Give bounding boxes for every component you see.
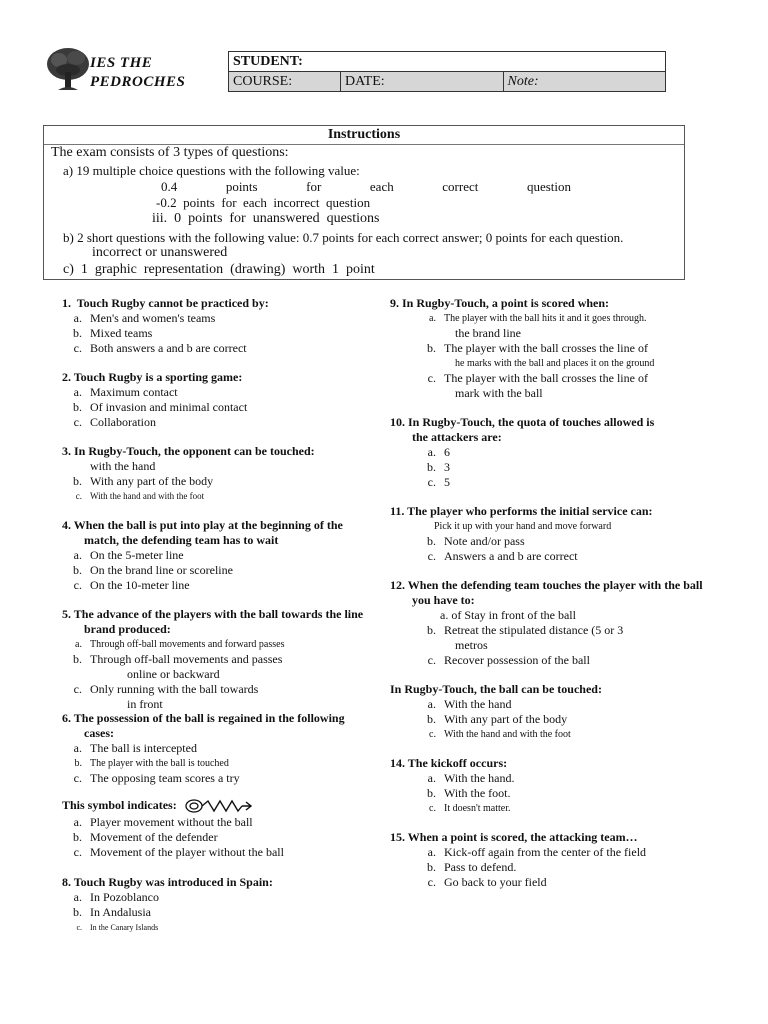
option-text: a. of Stay in front of the ball xyxy=(440,608,576,622)
answer-option[interactable] xyxy=(62,415,348,430)
option-text: On the 10-meter line xyxy=(90,578,190,592)
option-text: Through off-ball movements and passes xyxy=(90,652,283,666)
option-letter: a. xyxy=(427,445,436,459)
answer-option[interactable] xyxy=(62,489,362,504)
option-letter: c. xyxy=(73,682,82,696)
answer-option[interactable] xyxy=(390,727,760,742)
answer-option[interactable] xyxy=(390,712,760,727)
answer-option[interactable] xyxy=(390,801,760,816)
option-text: With any part of the body xyxy=(444,712,568,726)
option-text: The player with the ball is touched xyxy=(90,758,229,769)
answer-option[interactable] xyxy=(62,771,442,786)
option-text-cont: the brand line xyxy=(455,326,521,340)
option-letter: a. xyxy=(73,385,82,399)
answer-option[interactable] xyxy=(62,459,362,474)
answer-option[interactable] xyxy=(390,519,760,534)
option-letter: b. xyxy=(73,905,82,919)
option-letter: b. xyxy=(427,534,436,548)
student-label: STUDENT: xyxy=(233,53,303,69)
option-text: The player with the ball crosses the line of xyxy=(444,341,648,355)
option-letter: b. xyxy=(427,623,436,637)
option-letter: c. xyxy=(427,549,436,563)
question-title: 8. Touch Rugby was introduced in Spain: xyxy=(62,875,273,889)
option-letter: c. xyxy=(427,875,436,889)
option-text: The opposing team scores a try xyxy=(90,771,240,785)
instructions-box xyxy=(43,125,685,280)
question-14 xyxy=(390,756,760,816)
word: correct xyxy=(442,179,479,194)
option-text: The ball is intercepted xyxy=(90,741,197,755)
option-text: Mixed teams xyxy=(90,326,153,340)
option-text: Go back to your field xyxy=(444,875,547,889)
note-label: Note: xyxy=(507,73,539,89)
option-text: On the 5-meter line xyxy=(90,548,184,562)
school-logo-tree-icon xyxy=(44,44,92,92)
question-title-cont: match, the defending team has to wait xyxy=(84,533,279,547)
question-title: 9. In Rugby-Touch, a point is scored when: xyxy=(390,296,610,310)
answer-option[interactable] xyxy=(62,682,442,697)
answer-option[interactable] xyxy=(62,311,348,326)
date-label: DATE: xyxy=(345,73,385,89)
answer-option[interactable] xyxy=(62,563,442,578)
spiral-movement-arrow-icon xyxy=(184,797,256,815)
option-letter: c. xyxy=(76,923,82,932)
option-letter: b. xyxy=(73,830,82,844)
option-letter: a. xyxy=(73,311,82,325)
question-13 xyxy=(390,682,760,742)
option-text: With the hand and with the foot xyxy=(444,729,571,740)
option-letter: a. xyxy=(429,313,436,324)
answer-option[interactable] xyxy=(62,741,442,756)
question-5 xyxy=(62,607,442,712)
student-info-table xyxy=(228,51,666,92)
question-title: 11. The player who performs the initial service can: xyxy=(390,504,653,518)
option-text: With any part of the body xyxy=(90,474,214,488)
option-letter: b. xyxy=(427,786,436,800)
option-letter: a. xyxy=(73,741,82,755)
answer-option[interactable] xyxy=(390,623,760,638)
answer-option[interactable] xyxy=(390,475,750,490)
answer-option[interactable] xyxy=(62,905,362,920)
option-text: In Andalusia xyxy=(90,905,151,919)
course-label: COURSE: xyxy=(233,73,293,89)
question-title: 10. In Rugby-Touch, the quota of touches allowed is xyxy=(390,415,655,429)
option-text-cont: mark with the ball xyxy=(455,386,543,400)
answer-option[interactable] xyxy=(62,385,348,400)
instructions-item-c: c) 1 graphic representation (drawing) worth 1 point xyxy=(63,262,375,277)
option-letter: c. xyxy=(73,415,82,429)
question-title: 14. The kickoff occurs: xyxy=(390,756,508,770)
instructions-item-a-iii: iii. 0 points for unanswered questions xyxy=(152,211,380,226)
instructions-intro: The exam consists of 3 types of questions: xyxy=(51,145,289,160)
option-text: Answers a and b are correct xyxy=(444,549,578,563)
option-letter: b. xyxy=(74,758,82,769)
option-text: The player with the ball crosses the line of xyxy=(444,371,648,385)
answer-option[interactable] xyxy=(390,460,750,475)
question-title-text: This symbol indicates: xyxy=(62,797,177,812)
option-text: Maximum contact xyxy=(90,385,178,399)
answer-option[interactable] xyxy=(62,815,442,830)
question-7 xyxy=(62,797,442,860)
option-text: Only running with the ball towards xyxy=(90,682,259,696)
option-text: with the hand xyxy=(90,459,156,473)
option-letter: c. xyxy=(427,371,436,385)
option-text-cont: metros xyxy=(455,638,488,652)
option-letter: c. xyxy=(429,803,436,814)
option-letter: b. xyxy=(73,652,82,666)
instructions-item-a-i xyxy=(161,179,571,195)
option-text: It doesn't matter. xyxy=(444,803,511,814)
option-text: With the hand and with the foot xyxy=(90,491,205,501)
note-field[interactable] xyxy=(503,72,666,92)
option-text: On the brand line or scoreline xyxy=(90,563,233,577)
course-field[interactable] xyxy=(229,72,341,92)
answer-option[interactable] xyxy=(390,786,760,801)
answer-option[interactable] xyxy=(62,637,442,652)
school-name xyxy=(90,54,185,92)
question-title xyxy=(62,797,442,815)
option-text: Movement of the defender xyxy=(90,830,218,844)
option-letter: c. xyxy=(427,475,436,489)
option-text: 3 xyxy=(444,460,450,474)
school-name-line1: IES THE xyxy=(90,55,153,71)
option-letter: a. xyxy=(427,771,436,785)
option-text: With the hand xyxy=(444,697,512,711)
option-text: Movement of the player without the ball xyxy=(90,845,284,859)
question-title-cont: you have to: xyxy=(412,593,475,607)
answer-option[interactable] xyxy=(390,445,750,460)
option-letter: a. xyxy=(75,639,82,650)
option-text: Of invasion and minimal contact xyxy=(90,400,248,414)
option-letter: b. xyxy=(427,460,436,474)
word: for xyxy=(306,179,322,194)
answer-option[interactable] xyxy=(62,548,442,563)
answer-option[interactable] xyxy=(390,341,766,356)
option-text: Player movement without the ball xyxy=(90,815,253,829)
option-text: Retreat the stipulated distance (5 or 3 xyxy=(444,623,624,637)
answer-option[interactable] xyxy=(62,400,348,415)
option-letter: c. xyxy=(75,491,82,501)
answer-option[interactable] xyxy=(390,534,760,549)
student-field[interactable] xyxy=(229,52,666,72)
option-letter: a. xyxy=(427,697,436,711)
option-text: 6 xyxy=(444,445,450,459)
option-letter: c. xyxy=(73,341,82,355)
answer-option[interactable] xyxy=(390,371,766,386)
answer-option[interactable] xyxy=(62,830,442,845)
question-title: 3. In Rugby-Touch, the opponent can be touched: xyxy=(62,444,315,458)
word: question xyxy=(526,179,571,194)
answer-option[interactable] xyxy=(62,578,442,593)
option-text: Kick-off again from the center of the field xyxy=(444,845,647,859)
answer-option[interactable] xyxy=(62,845,442,860)
option-text: 5 xyxy=(444,475,450,489)
question-12 xyxy=(390,578,760,668)
option-letter: c. xyxy=(73,578,82,592)
answer-option[interactable] xyxy=(62,652,442,667)
answer-option[interactable] xyxy=(62,756,442,771)
option-text: In Pozoblanco xyxy=(90,890,159,904)
instructions-item-a: a) 19 multiple choice questions with the following value: xyxy=(63,163,360,178)
date-field[interactable] xyxy=(341,72,503,92)
option-text: Men's and women's teams xyxy=(90,311,216,325)
answer-option[interactable] xyxy=(390,875,760,890)
option-letter: b. xyxy=(73,474,82,488)
option-text: Through off-ball movements and forward passes xyxy=(90,639,285,650)
question-title: 4. When the ball is put into play at the beginning of the xyxy=(62,518,343,532)
question-title: 15. When a point is scored, the attacking team… xyxy=(390,830,638,844)
option-text: The player with the ball hits it and it goes through. xyxy=(444,313,647,324)
word: 0.4 xyxy=(161,179,178,194)
question-10 xyxy=(390,415,750,490)
question-11 xyxy=(390,504,760,564)
question-title-cont: brand produced: xyxy=(84,622,171,636)
instructions-item-b-cont: incorrect or unanswered xyxy=(92,245,228,260)
question-title: 12. When the defending team touches the player with the ball xyxy=(390,578,703,592)
option-text: Pass to defend. xyxy=(444,860,517,874)
option-letter: a. xyxy=(73,815,82,829)
option-letter: b. xyxy=(73,326,82,340)
option-text: Collaboration xyxy=(90,415,156,429)
instructions-item-b: b) 2 short questions with the following value: 0.7 points for each correct answer; 0 points for each question. xyxy=(63,230,624,245)
answer-option[interactable] xyxy=(390,653,760,668)
question-3 xyxy=(62,444,362,504)
option-text-cont: online or backward xyxy=(127,667,220,681)
school-name-line2: PEDROCHES xyxy=(90,74,186,90)
option-text: Both answers a and b are correct xyxy=(90,341,247,355)
option-letter: b. xyxy=(73,563,82,577)
answer-option[interactable] xyxy=(62,890,362,905)
question-6 xyxy=(62,711,442,786)
question-title: 1. Touch Rugby cannot be practiced by: xyxy=(62,296,269,310)
option-letter: a. xyxy=(427,845,436,859)
question-title: In Rugby-Touch, the ball can be touched: xyxy=(390,682,602,696)
option-letter: b. xyxy=(427,341,436,355)
question-title-cont: the attackers are: xyxy=(412,430,502,444)
option-text: With the foot. xyxy=(444,786,511,800)
option-text: Note and/or pass xyxy=(444,534,525,548)
option-text: With the hand. xyxy=(444,771,515,785)
answer-option[interactable] xyxy=(390,845,760,860)
question-title: 5. The advance of the players with the ball towards the line xyxy=(62,607,364,621)
option-text: Recover possession of the ball xyxy=(444,653,590,667)
option-letter: b. xyxy=(427,712,436,726)
question-4 xyxy=(62,518,442,593)
option-letter: c. xyxy=(427,653,436,667)
word: points xyxy=(225,179,258,194)
option-letter: c. xyxy=(429,729,436,740)
answer-option[interactable] xyxy=(390,549,760,564)
word: each xyxy=(369,179,394,194)
question-title-cont: cases: xyxy=(84,726,114,740)
answer-option[interactable] xyxy=(62,920,362,935)
option-text: In the Canary Islands xyxy=(90,923,159,932)
option-letter: c. xyxy=(73,771,82,785)
answer-option[interactable] xyxy=(390,311,766,326)
instructions-item-a-ii: -0.2 points for each incorrect question xyxy=(156,195,371,210)
option-letter: b. xyxy=(427,860,436,874)
option-text-cont: he marks with the ball and places it on the ground xyxy=(455,358,655,369)
answer-option[interactable] xyxy=(62,474,362,489)
option-letter: a. xyxy=(73,548,82,562)
option-letter: c. xyxy=(73,845,82,859)
instructions-title: Instructions xyxy=(44,126,684,145)
option-text-cont: in front xyxy=(127,697,163,711)
question-1 xyxy=(62,296,348,356)
question-9 xyxy=(390,296,766,401)
question-8 xyxy=(62,875,362,935)
option-letter: a. xyxy=(73,890,82,904)
question-title: 6. The possession of the ball is regained in the following xyxy=(62,711,345,725)
answer-option[interactable] xyxy=(390,860,760,875)
answer-option[interactable] xyxy=(390,771,760,786)
option-text: Pick it up with your hand and move forward xyxy=(434,521,612,532)
question-title: 2. Touch Rugby is a sporting game: xyxy=(62,370,243,384)
answer-option[interactable] xyxy=(62,341,348,356)
question-2 xyxy=(62,370,348,430)
answer-option[interactable] xyxy=(390,608,760,623)
answer-option[interactable] xyxy=(390,697,760,712)
option-letter: b. xyxy=(73,400,82,414)
question-15 xyxy=(390,830,760,890)
answer-option[interactable] xyxy=(62,326,348,341)
